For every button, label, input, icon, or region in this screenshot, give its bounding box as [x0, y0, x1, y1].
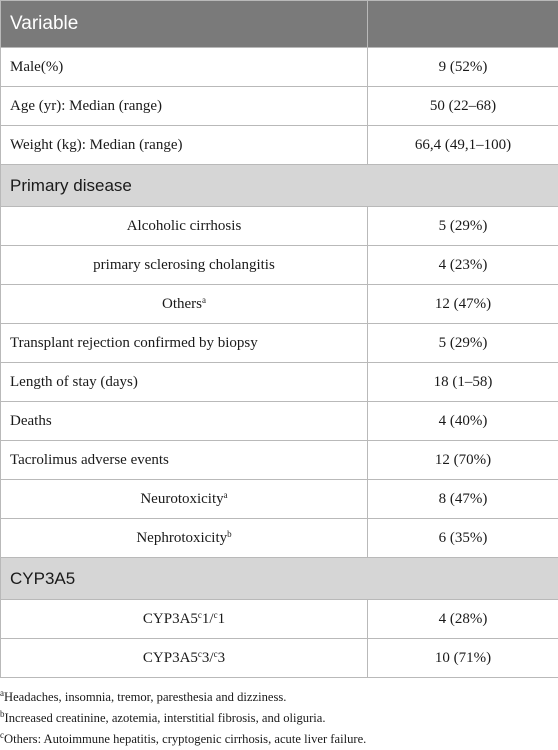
- row-value: 12 (70%): [368, 441, 558, 480]
- row-value: 66,4 (49,1–100): [368, 126, 558, 165]
- footnote-a: [0, 687, 558, 708]
- genotype-gene: CYP3A5: [143, 611, 198, 627]
- row-value: 50 (22–68): [368, 87, 558, 126]
- footnote-mark: c: [214, 649, 218, 659]
- genotype-allele: 3/: [202, 650, 214, 666]
- table-row: [1, 87, 558, 126]
- footnote-text: Increased creatinine, azotemia, interstitial fibrosis, and oliguria.: [5, 711, 326, 725]
- genotype-gene: CYP3A5: [143, 650, 198, 666]
- table-row: [1, 639, 558, 678]
- table-row: [1, 363, 558, 402]
- section-row: [1, 558, 558, 600]
- table-row: [1, 126, 558, 165]
- footnote-mark: c: [198, 649, 202, 659]
- table-row: [1, 246, 558, 285]
- footnote-mark: b: [0, 709, 5, 719]
- footnote-mark: a: [224, 490, 228, 500]
- row-value: 5 (29%): [368, 207, 558, 246]
- footnotes: [0, 678, 558, 750]
- row-label-text: Others: [162, 296, 202, 312]
- section-label: Primary disease: [1, 165, 558, 207]
- row-value: 4 (28%): [368, 600, 558, 639]
- row-label: Male(%): [1, 48, 368, 87]
- section-label: CYP3A5: [1, 558, 558, 600]
- row-value: 4 (40%): [368, 402, 558, 441]
- row-label-text: Nephrotoxicity: [136, 530, 227, 546]
- table-row: [1, 441, 558, 480]
- row-label: Tacrolimus adverse events: [1, 441, 368, 480]
- row-label: [1, 600, 368, 639]
- footnote-text: Headaches, insomnia, tremor, paresthesia and dizziness.: [4, 690, 286, 704]
- row-label: [1, 285, 368, 324]
- row-label: [1, 480, 368, 519]
- row-value: 18 (1–58): [368, 363, 558, 402]
- row-value: 4 (23%): [368, 246, 558, 285]
- row-value: 8 (47%): [368, 480, 558, 519]
- footnote-mark: a: [202, 295, 206, 305]
- row-label: primary sclerosing cholangitis: [1, 246, 368, 285]
- row-label: Deaths: [1, 402, 368, 441]
- row-label: Length of stay (days): [1, 363, 368, 402]
- footnote-text: Others: Autoimmune hepatitis, cryptogenic cirrhosis, acute liver failure.: [4, 732, 366, 746]
- row-label: [1, 639, 368, 678]
- table-row: [1, 285, 558, 324]
- genotype-allele: 1: [218, 611, 226, 627]
- row-label: Transplant rejection confirmed by biopsy: [1, 324, 368, 363]
- row-value: 12 (47%): [368, 285, 558, 324]
- value-header: [368, 1, 558, 48]
- footnote-mark: a: [0, 688, 4, 698]
- footnote-mark: b: [227, 529, 232, 539]
- table-row: [1, 207, 558, 246]
- row-label: Age (yr): Median (range): [1, 87, 368, 126]
- row-label-text: Neurotoxicity: [140, 491, 223, 507]
- header-row: [1, 1, 558, 48]
- footnote-mark: c: [198, 610, 202, 620]
- table-row: [1, 48, 558, 87]
- table-row: [1, 519, 558, 558]
- table-row: [1, 600, 558, 639]
- row-label: [1, 519, 368, 558]
- variable-header: Variable: [1, 1, 368, 48]
- genotype-allele: 1/: [202, 611, 214, 627]
- row-value: 10 (71%): [368, 639, 558, 678]
- row-value: 6 (35%): [368, 519, 558, 558]
- row-label: Weight (kg): Median (range): [1, 126, 368, 165]
- footnote-b: [0, 708, 558, 729]
- section-row: [1, 165, 558, 207]
- table-row: [1, 324, 558, 363]
- row-value: 5 (29%): [368, 324, 558, 363]
- table-row: [1, 402, 558, 441]
- genotype-allele: 3: [218, 650, 226, 666]
- footnote-mark: c: [214, 610, 218, 620]
- footnote-mark: c: [0, 730, 4, 740]
- table-row: [1, 480, 558, 519]
- footnote-c: [0, 729, 558, 750]
- row-label: Alcoholic cirrhosis: [1, 207, 368, 246]
- row-value: 9 (52%): [368, 48, 558, 87]
